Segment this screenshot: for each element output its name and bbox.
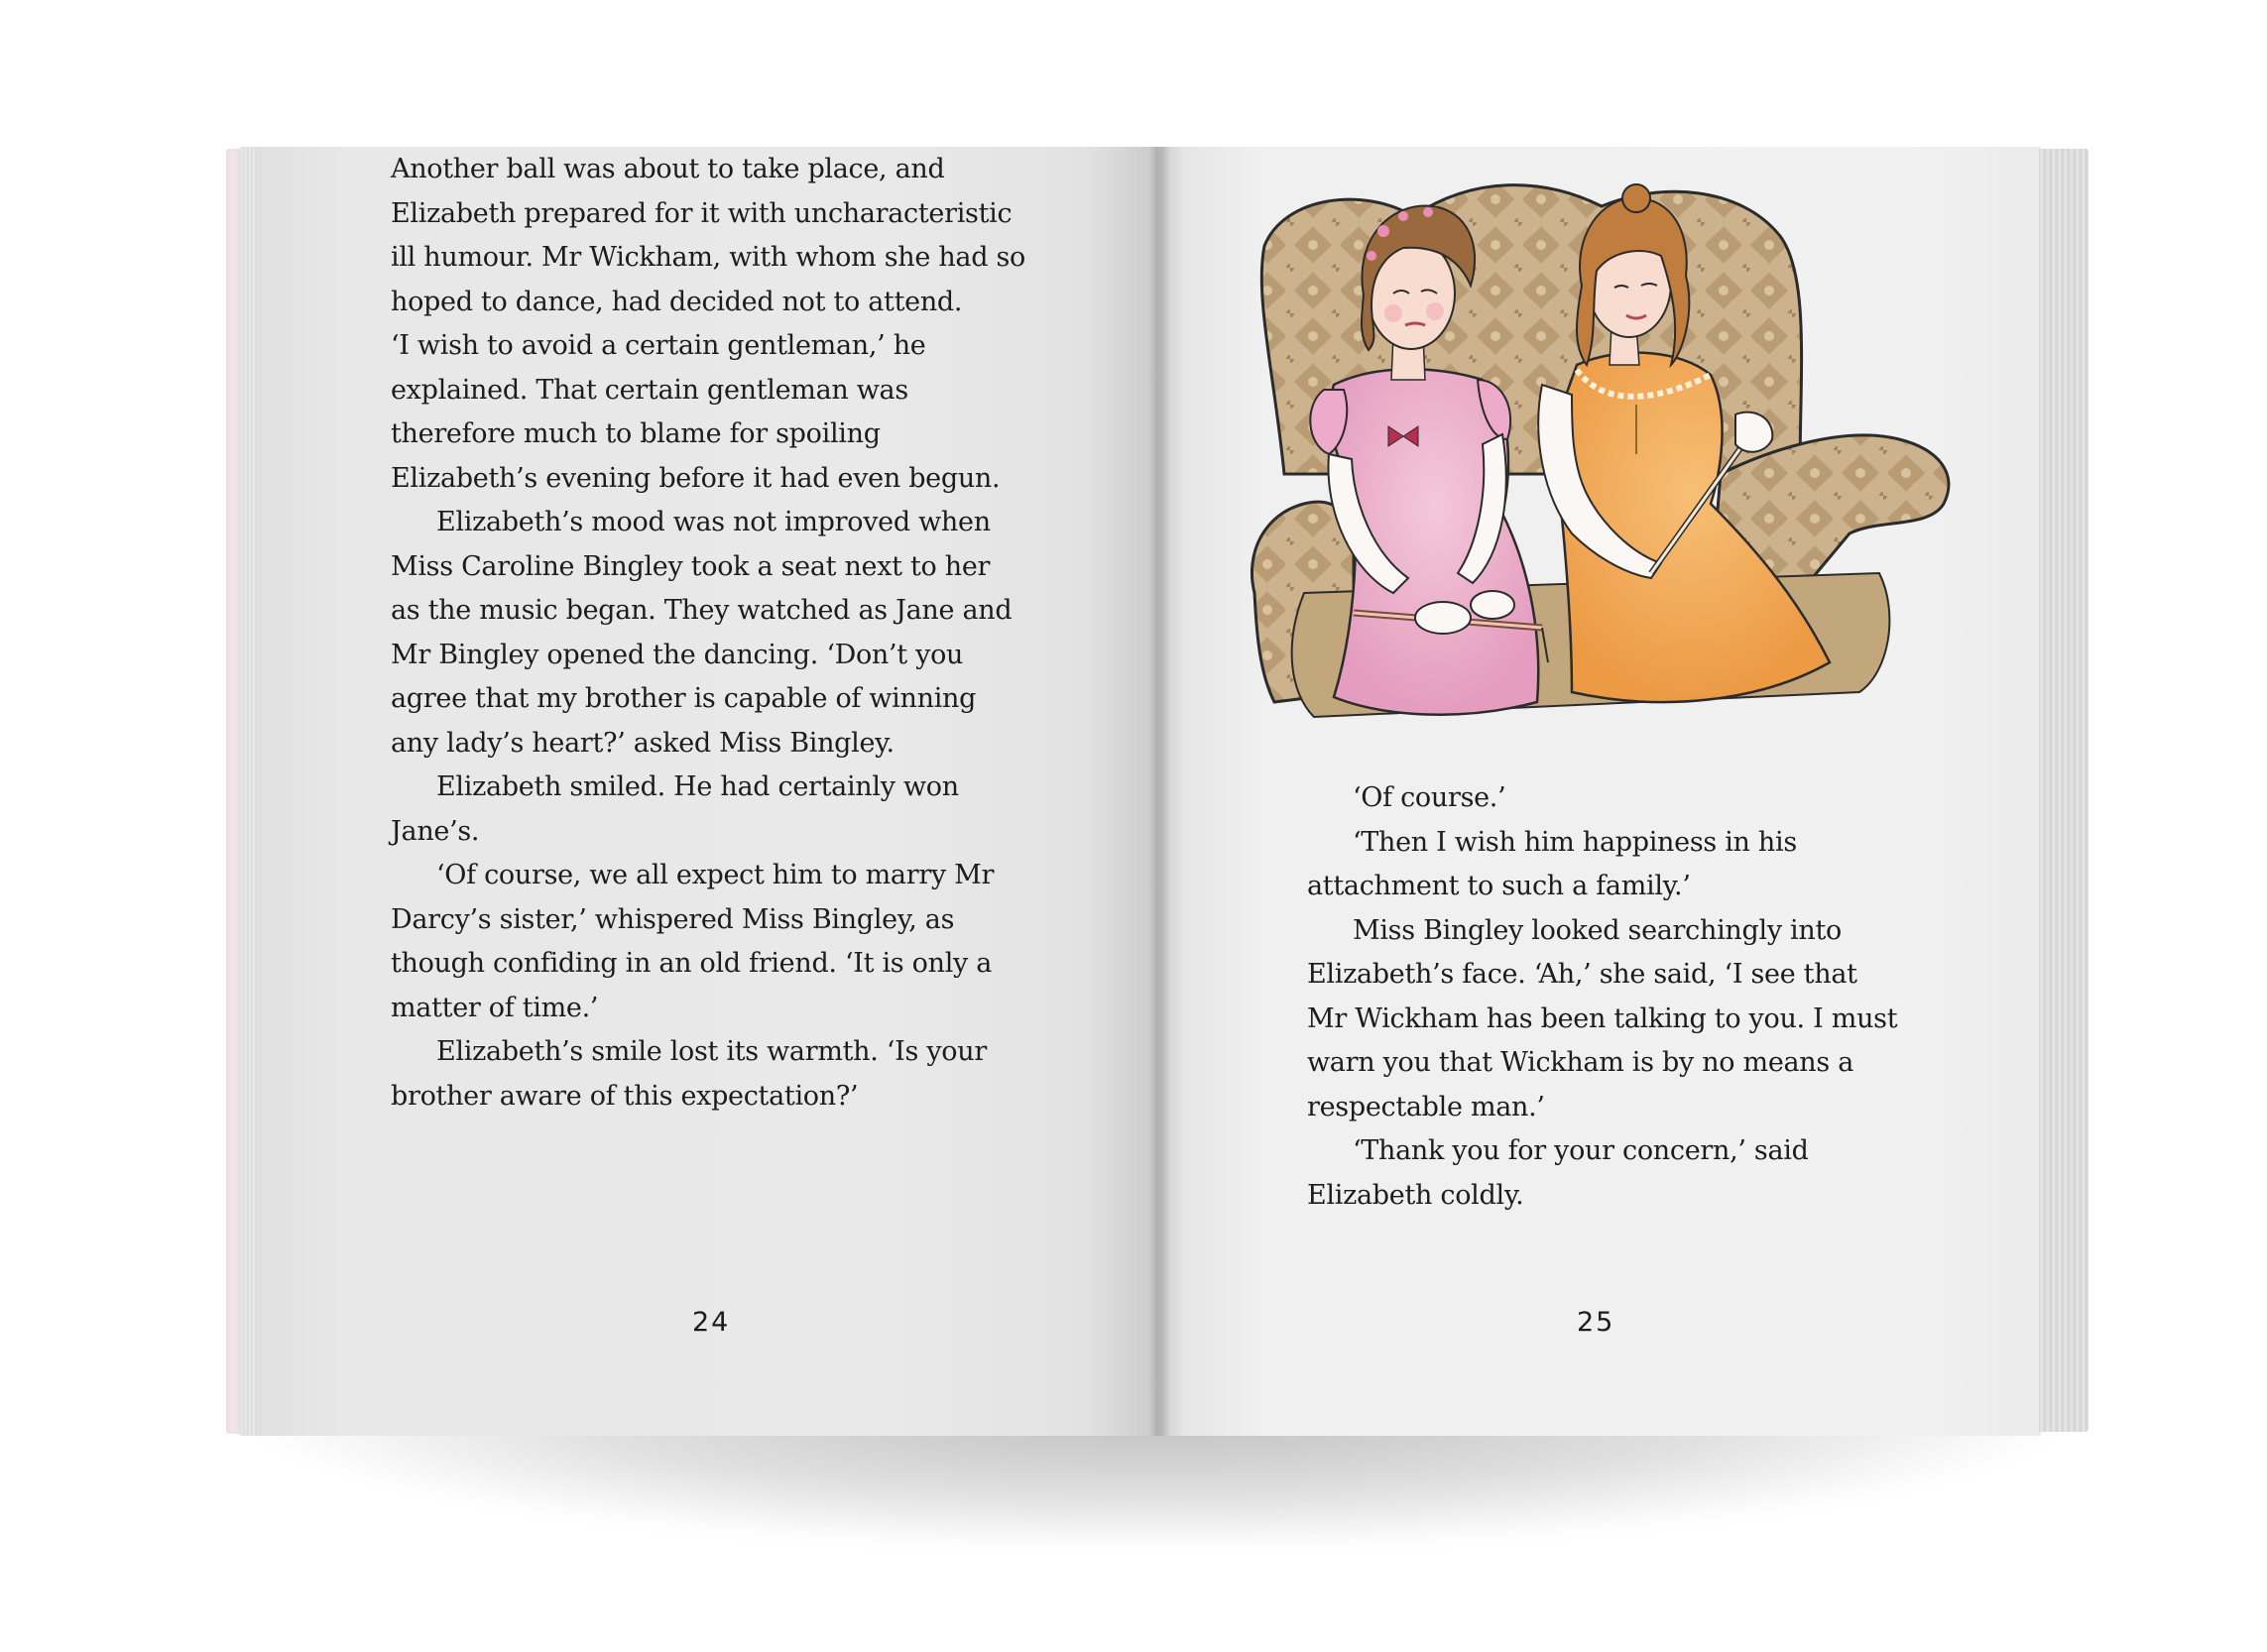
page-number-left: 24 xyxy=(692,1307,731,1338)
left-paragraph-2: ‘I wish to avoid a certain gentleman,’ he explained. That certain gentleman was therefore much to blame for spoiling Elizabeth’s evening before it had even begun. xyxy=(391,330,1001,494)
left-page-text xyxy=(391,148,1025,1119)
left-paragraph-1: Another ball was about to take place, and Elizabeth prepared for it with uncharacteristic ill humour. Mr Wickham, with whom she had so hoped to dance, had decided not to attend. xyxy=(391,154,1025,317)
left-paragraph-4: Elizabeth smiled. He had certainly won Jane’s. xyxy=(391,771,959,847)
right-page-edges xyxy=(2039,149,2088,1432)
left-paragraph-6: Elizabeth’s smile lost its warmth. ‘Is your brother aware of this expectation?’ xyxy=(391,1036,987,1112)
two-women-on-sofa-illustration xyxy=(1245,177,1969,752)
right-paragraph-3: Miss Bingley looked searchingly into Elizabeth’s face. ‘Ah,’ she said, ‘I see that Mr Wickham has been talking to you. I must warn you that Wickham is by no means a respectable man.’ xyxy=(1307,914,1898,1122)
right-paragraph-2: ‘Then I wish him happiness in his attachment to such a family.’ xyxy=(1307,826,1797,901)
right-paragraph-4: ‘Thank you for your concern,’ said Elizabeth coldly. xyxy=(1307,1135,1809,1211)
left-paragraph-3: Elizabeth’s mood was not improved when Miss Caroline Bingley took a seat next to her as the music began. They watched as Jane and Mr Bingley opened the dancing. ‘Don’t you agree that my brother is capable of winning any lady’s heart?’ asked Miss Bingley. xyxy=(391,507,1013,759)
right-page-text xyxy=(1307,776,1902,1218)
book-gutter xyxy=(1148,147,1170,1436)
page-number-right: 25 xyxy=(1577,1307,1615,1338)
left-paragraph-5: ‘Of course, we all expect him to marry Mr Darcy’s sister,’ whispered Miss Bingley, as though confiding in an old friend. ‘It is only a matter of time.’ xyxy=(391,860,995,1023)
right-paragraph-1: ‘Of course.’ xyxy=(1353,782,1506,813)
